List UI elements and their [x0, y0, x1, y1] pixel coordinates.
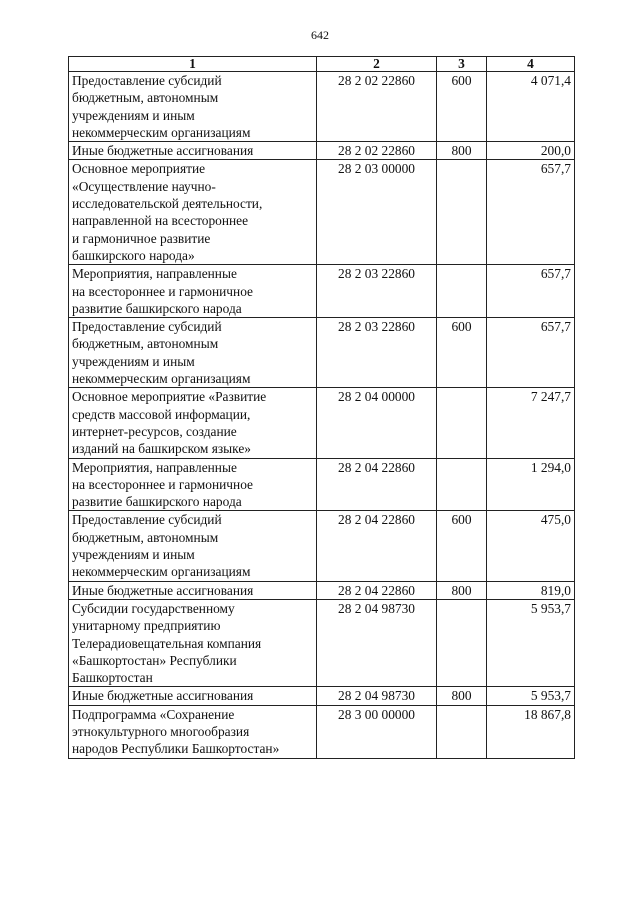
cell-name-line: развитие башкирского народа — [72, 300, 242, 316]
cell-amount: 657,7 — [487, 318, 575, 388]
cell-type: 800 — [437, 581, 487, 599]
cell-code: 28 2 04 22860 — [317, 458, 437, 511]
cell-amount: 1 294,0 — [487, 458, 575, 511]
cell-name — [69, 388, 317, 458]
cell-code: 28 3 00 00000 — [317, 705, 437, 758]
cell-name-line: на всестороннее и гармоничное — [72, 476, 254, 492]
cell-amount: 200,0 — [487, 142, 575, 160]
cell-name-line: Субсидии государственному — [72, 600, 235, 616]
table-row — [69, 458, 575, 511]
cell-name-line: бюджетным, автономным — [72, 336, 219, 352]
cell-name — [69, 581, 317, 599]
table-row — [69, 72, 575, 142]
cell-name-line: учреждениям и иным — [72, 353, 195, 369]
cell-amount: 657,7 — [487, 160, 575, 265]
table-row — [69, 599, 575, 686]
cell-name — [69, 687, 317, 705]
cell-name-line: изданий на башкирском языке» — [72, 441, 251, 457]
cell-name-line: Башкортостан — [72, 670, 153, 686]
cell-amount: 5 953,7 — [487, 599, 575, 686]
cell-type — [437, 705, 487, 758]
cell-type: 800 — [437, 142, 487, 160]
cell-name-line: исследовательской деятельности, — [72, 196, 263, 212]
cell-name — [69, 72, 317, 142]
cell-type — [437, 388, 487, 458]
cell-type — [437, 265, 487, 318]
cell-name-line: бюджетным, автономным — [72, 90, 219, 106]
cell-name-line: на всестороннее и гармоничное — [72, 283, 254, 299]
column-header-name: 1 — [69, 57, 317, 72]
cell-type: 600 — [437, 72, 487, 142]
cell-name-line: «Башкортостан» Республики — [72, 652, 237, 668]
cell-code: 28 2 04 98730 — [317, 599, 437, 686]
table-row — [69, 581, 575, 599]
cell-name-line: некоммерческим организациям — [72, 564, 251, 580]
cell-amount: 7 247,7 — [487, 388, 575, 458]
table-row — [69, 318, 575, 388]
cell-name — [69, 458, 317, 511]
table-row — [69, 142, 575, 160]
cell-name-line: башкирского народа» — [72, 247, 195, 263]
cell-name — [69, 318, 317, 388]
column-header-code: 2 — [317, 57, 437, 72]
cell-code: 28 2 04 00000 — [317, 388, 437, 458]
cell-name-line: Телерадиовещательная компания — [72, 635, 262, 651]
cell-name-line: Основное мероприятие — [72, 161, 206, 177]
cell-name-line: Основное мероприятие «Развитие — [72, 389, 267, 405]
cell-name-line: Подпрограмма «Сохранение — [72, 706, 235, 722]
cell-name — [69, 599, 317, 686]
cell-name-line: Иные бюджетные ассигнования — [72, 688, 254, 704]
cell-name-line: Предоставление субсидий — [72, 512, 222, 528]
cell-name — [69, 705, 317, 758]
cell-name — [69, 142, 317, 160]
cell-name — [69, 511, 317, 581]
cell-code: 28 2 03 22860 — [317, 265, 437, 318]
cell-name-line: бюджетным, автономным — [72, 529, 219, 545]
cell-code: 28 2 03 00000 — [317, 160, 437, 265]
cell-amount: 18 867,8 — [487, 705, 575, 758]
cell-name-line: Иные бюджетные ассигнования — [72, 143, 254, 159]
cell-name-line: унитарному предприятию — [72, 618, 221, 634]
cell-name-line: Иные бюджетные ассигнования — [72, 582, 254, 598]
column-header-amount: 4 — [487, 57, 575, 72]
table-row — [69, 388, 575, 458]
cell-name-line: учреждениям и иным — [72, 107, 195, 123]
cell-name-line: и гармоничное развитие — [72, 230, 211, 246]
cell-type — [437, 458, 487, 511]
table-row — [69, 705, 575, 758]
cell-amount: 5 953,7 — [487, 687, 575, 705]
cell-name-line: некоммерческим организациям — [72, 371, 251, 387]
cell-name — [69, 160, 317, 265]
cell-code: 28 2 03 22860 — [317, 318, 437, 388]
cell-name-line: интернет-ресурсов, создание — [72, 423, 237, 439]
page-number: 642 — [311, 28, 329, 42]
cell-name-line: народов Республики Башкортостан» — [72, 741, 280, 757]
table-row — [69, 511, 575, 581]
cell-code: 28 2 04 22860 — [317, 511, 437, 581]
cell-name-line: этнокультурного многообразия — [72, 723, 250, 739]
cell-name-line: средств массовой информации, — [72, 406, 251, 422]
cell-type: 600 — [437, 318, 487, 388]
cell-type: 600 — [437, 511, 487, 581]
cell-name-line: «Осуществление научно- — [72, 178, 216, 194]
cell-code: 28 2 04 22860 — [317, 581, 437, 599]
cell-name-line: Предоставление субсидий — [72, 319, 222, 335]
table-row — [69, 160, 575, 265]
cell-name-line: Мероприятия, направленные — [72, 459, 237, 475]
cell-amount: 4 071,4 — [487, 72, 575, 142]
cell-amount: 819,0 — [487, 581, 575, 599]
cell-name-line: развитие башкирского народа — [72, 494, 242, 510]
column-header-type: 3 — [437, 57, 487, 72]
cell-amount: 657,7 — [487, 265, 575, 318]
cell-name-line: некоммерческим организациям — [72, 124, 251, 140]
cell-amount: 475,0 — [487, 511, 575, 581]
table-body — [69, 72, 575, 759]
table-row — [69, 265, 575, 318]
cell-type — [437, 160, 487, 265]
table-row — [69, 687, 575, 705]
cell-code: 28 2 02 22860 — [317, 72, 437, 142]
table-header-row — [69, 57, 575, 72]
cell-name-line: Мероприятия, направленные — [72, 266, 237, 282]
cell-type — [437, 599, 487, 686]
cell-type: 800 — [437, 687, 487, 705]
cell-name-line: Предоставление субсидий — [72, 73, 222, 88]
cell-code: 28 2 02 22860 — [317, 142, 437, 160]
cell-name — [69, 265, 317, 318]
cell-name-line: направленной на всестороннее — [72, 213, 249, 229]
cell-name-line: учреждениям и иным — [72, 547, 195, 563]
budget-table — [68, 56, 575, 759]
cell-code: 28 2 04 98730 — [317, 687, 437, 705]
